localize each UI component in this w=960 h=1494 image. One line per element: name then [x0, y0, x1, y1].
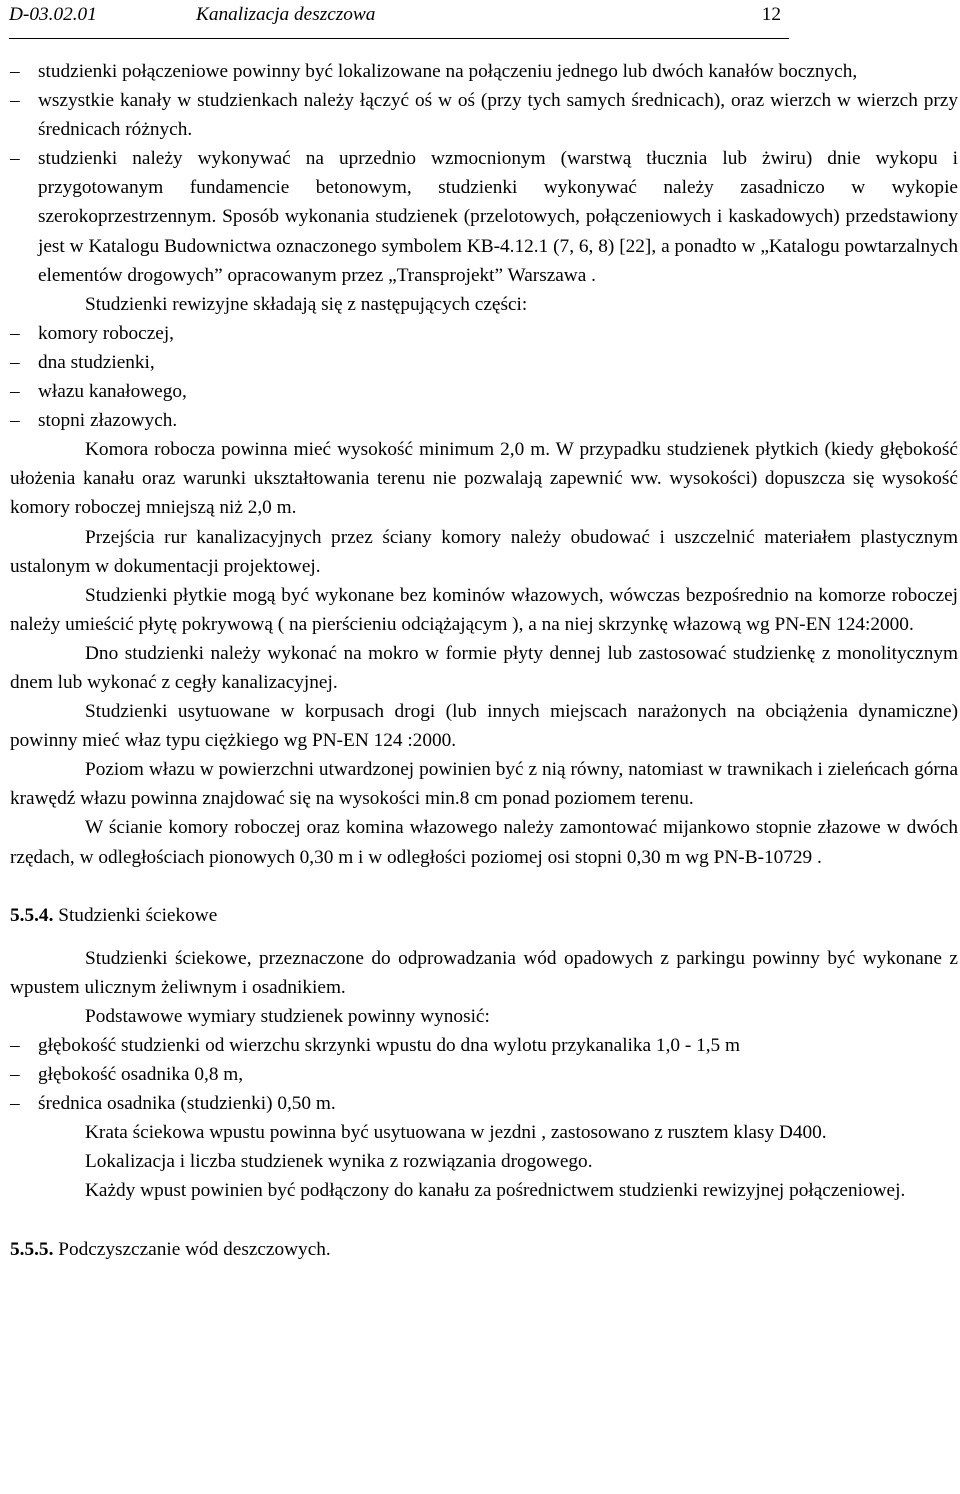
section-title: Studzienki ściekowe — [58, 904, 218, 926]
list-item-text: studzienki należy wykonywać na uprzednio wzmocnionym (warstwą tłucznia lub żwiru) dnie wykopu i przygotowanym fundamencie betonowym, studzienki wykonywać należy zasadniczo w wykopie szerokoprzestrzennym. Sposób wykonania studzienek (przelotowych, połączeniowych i kaskadowych) przedstawiony jest w Katalogu Budownictwa oznaczonego symbolem KB-4.12.1 (7, 6, 8) [22], a ponadto w „Katalogu powtarzalnych elementów drogowych” opracowanym przez „Transprojekt” Warszawa . — [38, 148, 958, 286]
list-item-text: włazu kanałowego, — [38, 381, 187, 403]
list-item-text: wszystkie kanały w studzienkach należy łączyć oś w oś (przy tych samych średnicach), oraz wierzch w wierzch przy średnicach różnych. — [38, 90, 958, 141]
list-item — [10, 1060, 958, 1089]
dash-bullet: – — [10, 322, 20, 344]
list-item — [10, 1031, 958, 1060]
dash-bullet: – — [10, 1035, 20, 1056]
dash-bullet: – — [10, 1093, 20, 1115]
document-title: Kanalizacja deszczowa — [196, 4, 376, 25]
dash-bullet: – — [10, 61, 20, 82]
list-item-text: studzienki połączeniowe powinny być lokalizowane na połączeniu jednego lub dwóch kanałów bocznych, — [38, 61, 858, 82]
paragraph: Studzienki rewizyjne składają się z następujących części: — [85, 293, 528, 315]
page-number: 12 — [761, 4, 781, 25]
paragraph: Studzienki usytuowane w korpusach drogi (lub innych miejscach narażonych na obciążenia dynamiczne) powinny mieć właz typu ciężkiego wg PN-EN 124 :2000. — [10, 701, 958, 752]
document-body — [10, 57, 958, 1264]
dash-bullet: – — [10, 90, 20, 112]
dash-bullet: – — [10, 351, 20, 373]
list-item — [10, 1089, 958, 1118]
section-title: Podczyszczanie wód deszczowych. — [58, 1238, 331, 1260]
section-heading-5-5-5 — [10, 1235, 958, 1264]
dash-bullet: – — [10, 410, 20, 432]
section-number: 5.5.4. — [10, 904, 54, 926]
dash-bullet: – — [10, 1064, 20, 1086]
paragraph: Komora robocza powinna mieć wysokość minimum 2,0 m. W przypadku studzienek płytkich (kiedy głębokość ułożenia kanału oraz warunki ukształtowania terenu nie pozwalają zapewnić ww. wysokości) dopuszcza się wysokość komory roboczej mniejszą niż 2,0 m. — [10, 439, 958, 519]
paragraph: Podstawowe wymiary studzienek powinny wynosić: — [85, 1005, 490, 1027]
paragraph: Krata ściekowa wpustu powinna być usytuowana w jezdni , zastosowano z rusztem klasy D400. — [85, 1122, 827, 1144]
paragraph: Studzienki ściekowe, przeznaczone do odprowadzania wód opadowych z parkingu powinny być wykonane z wpustem ulicznym żeliwnym i osadnikiem. — [10, 947, 958, 998]
dash-bullet: – — [10, 381, 20, 403]
paragraph: Przejścia rur kanalizacyjnych przez ściany komory należy obudować i uszczelnić materiałem plastycznym ustalonym w dokumentacji projektowej. — [10, 526, 958, 577]
section-heading-5-5-4 — [10, 901, 958, 930]
paragraph: W ścianie komory roboczej oraz komina włazowego należy zamontować mijankowo stopnie złazowe w dwóch rzędach, w odległościach pionowych 0,30 m i w odległości poziomej osi stopni 0,30 m wg PN-B-10729 . — [10, 817, 958, 868]
list-item-text: dna studzienki, — [38, 351, 155, 373]
paragraph: Studzienki płytkie mogą być wykonane bez kominów włazowych, wówczas bezpośrednio na komorze roboczej należy umieścić płytę pokrywową ( na pierścieniu odciążającym ), a na niej skrzynkę włazową wg PN-EN 124:2000. — [10, 584, 958, 635]
section-number: 5.5.5. — [10, 1238, 54, 1260]
list-item-text: stopni złazowych. — [38, 410, 178, 432]
list-item — [10, 406, 958, 435]
list-item-text: komory roboczej, — [38, 322, 174, 344]
paragraph: Lokalizacja i liczba studzienek wynika z rozwiązania drogowego. — [85, 1151, 593, 1173]
dash-bullet: – — [10, 148, 20, 170]
document-code: D-03.02.01 — [9, 4, 97, 25]
list-item — [10, 86, 958, 144]
paragraph: Każdy wpust powinien być podłączony do kanału za pośrednictwem studzienki rewizyjnej połączeniowej. — [85, 1180, 906, 1202]
paragraph: Poziom włazu w powierzchni utwardzonej powinien być z nią równy, natomiast w trawnikach i zieleńcach górna krawędź włazu powinna znajdować się na wysokości min.8 cm ponad poziomem terenu. — [10, 759, 958, 810]
list-item-text: średnica osadnika (studzienki) 0,50 m. — [38, 1093, 336, 1115]
list-item — [10, 348, 958, 377]
list-item — [10, 319, 958, 348]
list-item — [10, 144, 958, 289]
list-item — [10, 377, 958, 406]
list-item — [10, 57, 958, 86]
page-header — [9, 0, 789, 39]
paragraph: Dno studzienki należy wykonać na mokro w formie płyty dennej lub zastosować studzienkę z monolitycznym dnem lub wykonać z cegły kanalizacyjnej. — [10, 642, 958, 693]
list-item-text: głębokość osadnika 0,8 m, — [38, 1064, 244, 1086]
list-item-text: głębokość studzienki od wierzchu skrzynki wpustu do dna wylotu przykanalika 1,0 - 1,5 m — [38, 1035, 741, 1056]
